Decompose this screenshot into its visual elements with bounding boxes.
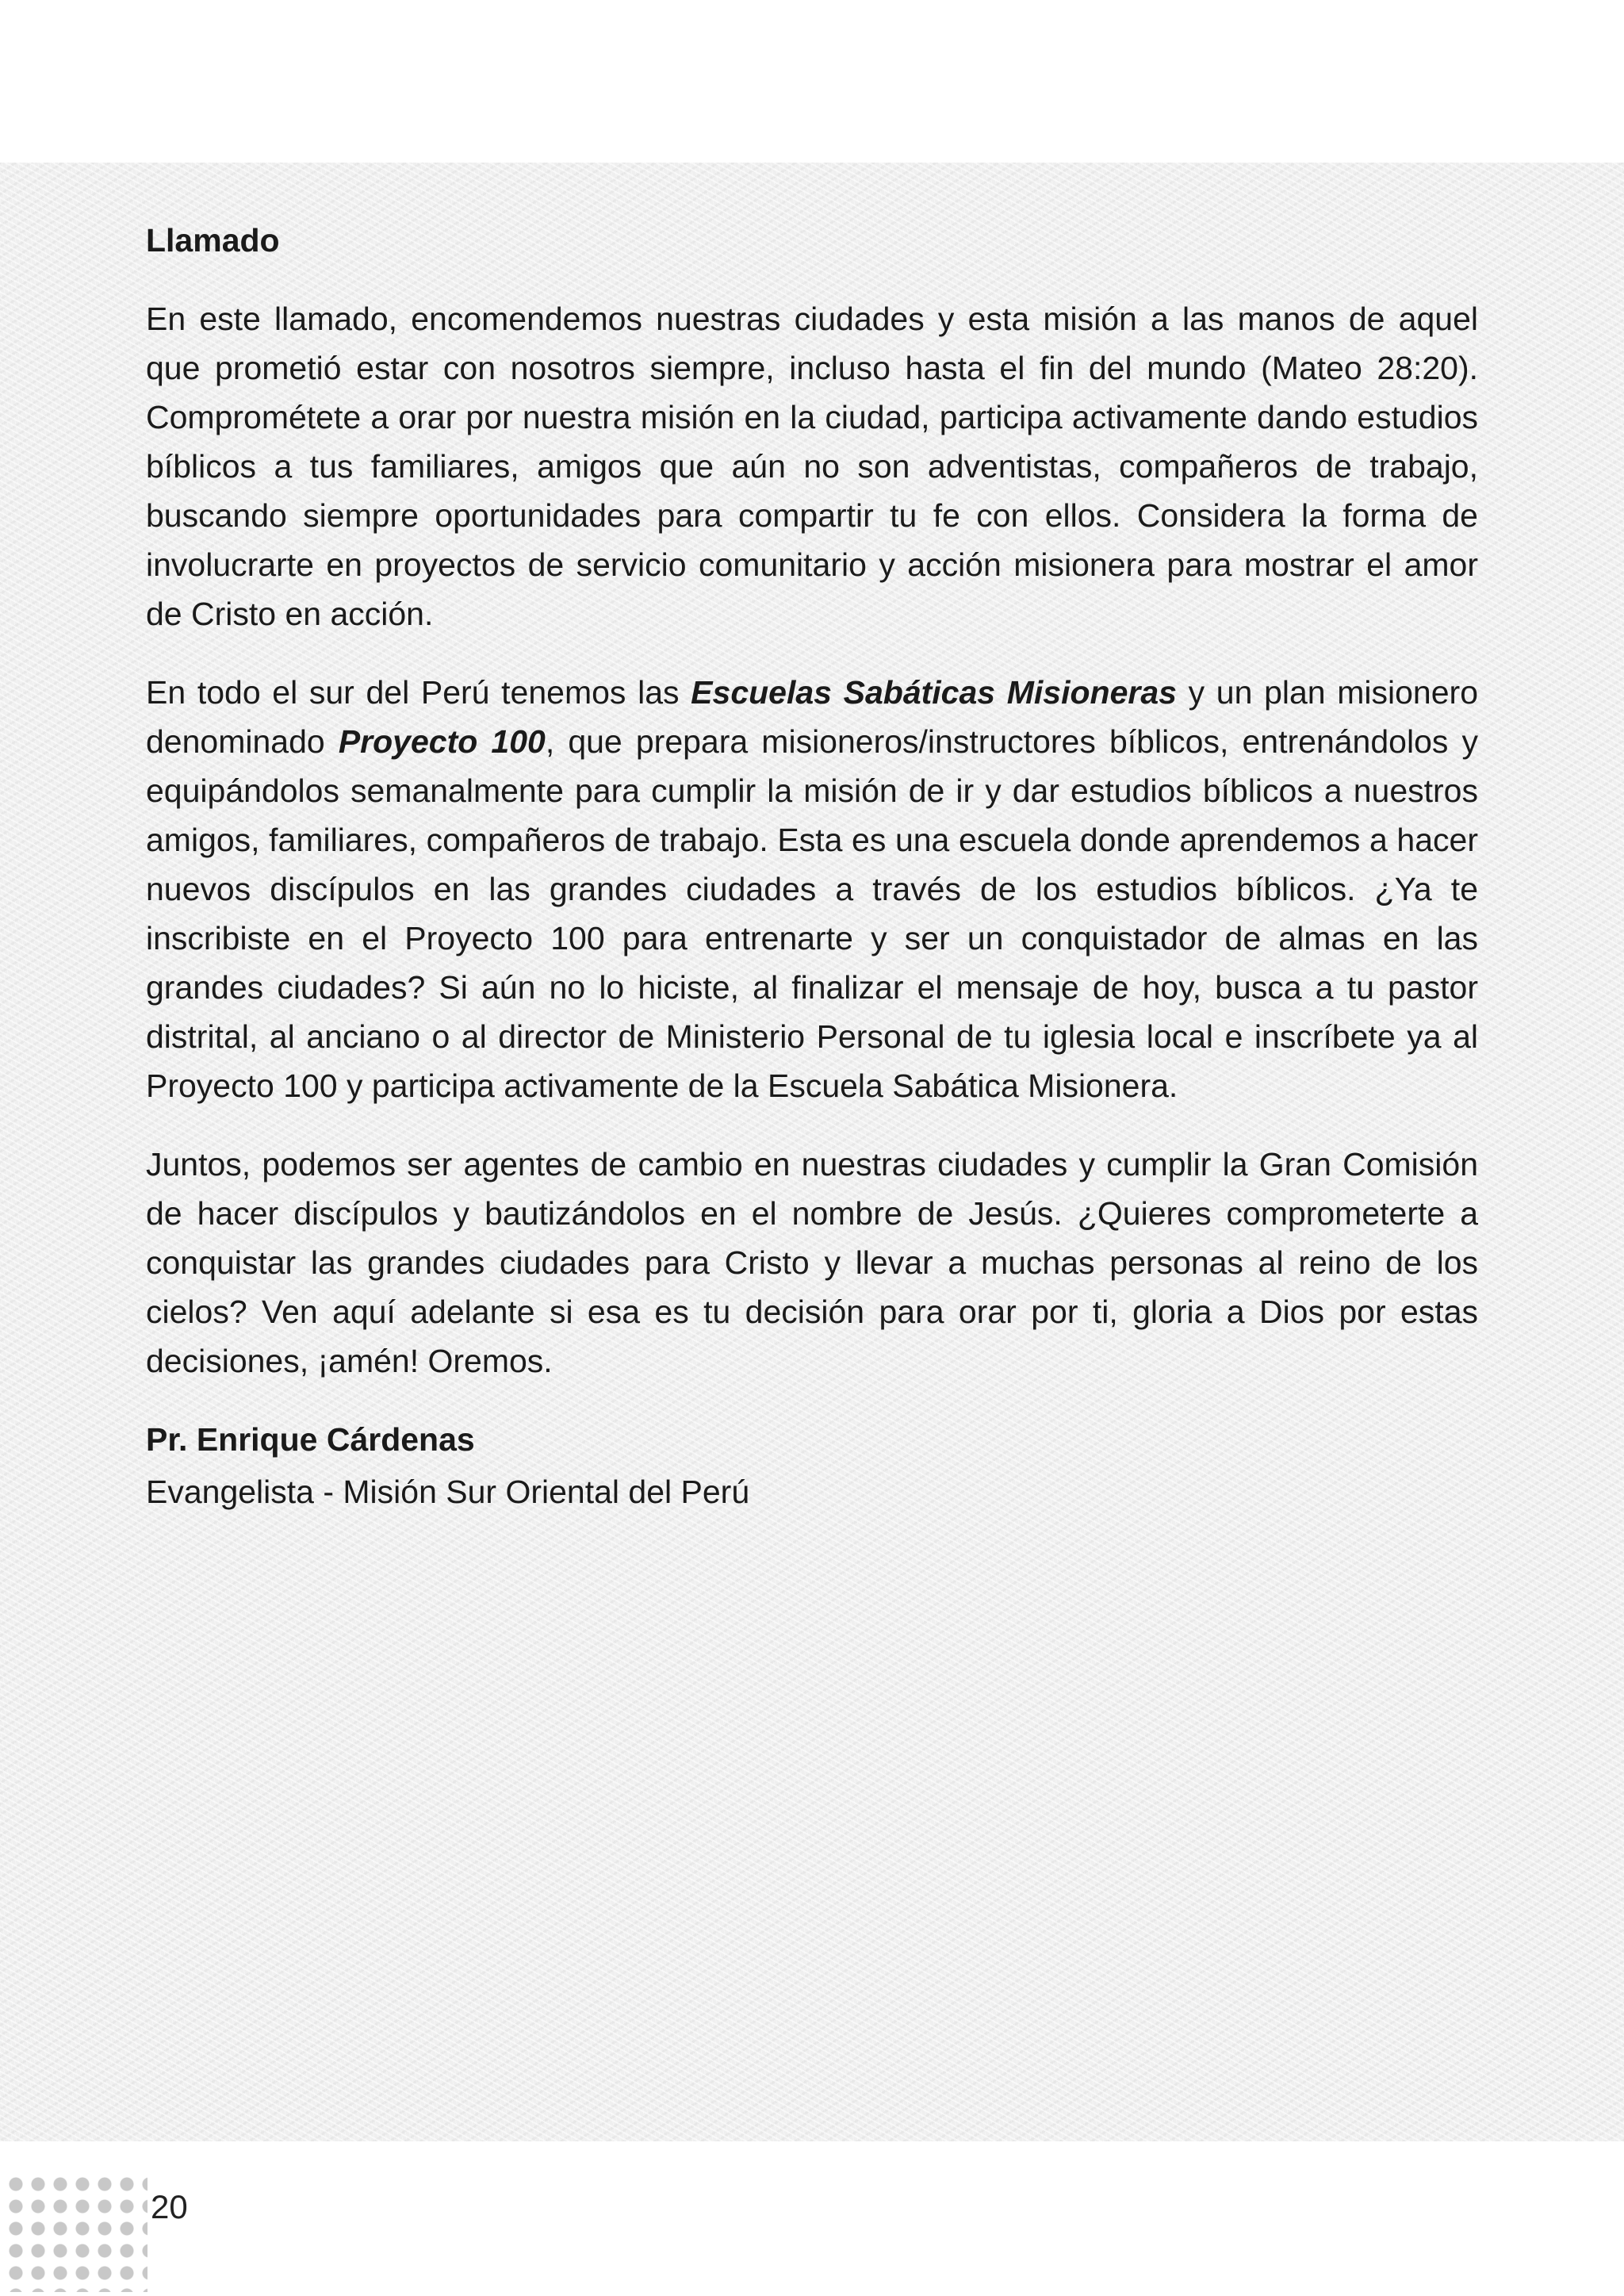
emphasis-proyecto-100: Proyecto 100: [338, 723, 546, 760]
paragraph-text: y un plan misionero denominado: [146, 674, 1478, 760]
emphasis-escuelas-sabaticas: Escuelas Sabáticas Misioneras: [691, 674, 1177, 711]
section-heading: Llamado: [146, 222, 280, 259]
page-number: 20: [151, 2188, 188, 2225]
paragraph-call: En este llamado, encomendemos nuestras ciudades y esta misión a las manos de aquel que prometió estar con nosotros siempre, incluso hasta el fin del mundo (Mateo 28:20). Comprométete a orar por nuestra misión en la ciudad, participa activamente dando estudios bíblicos a tus familiares, amigos que aún no son adventistas, compañeros de trabajo, buscando siempre oportunidades para compartir tu fe con ellos. Considera la forma de involucrarte en proyectos de servicio comunitario y acción misionera para mostrar el amor de Cristo en acción.: [146, 301, 1478, 632]
paragraph-text: En todo el sur del Perú tenemos las: [146, 674, 691, 711]
paragraph-text: , que prepara misioneros/instructores bíblicos, entrenándolos y equipándolos semanalmente para cumplir la misión de ir y dar estudios bíblicos a nuestros amigos, familiares, compañeros de trabajo. Esta es una escuela donde aprendemos a hacer nuevos discípulos en las grandes ciudades a través de los estudios bíblicos. ¿Ya te inscribiste en el Proyecto 100 para entrenarte y ser un conquistador de almas en las grandes ciudades? Si aún no lo hiciste, al finalizar el mensaje de hoy, busca a tu pastor distrital, al anciano o al director de Ministerio Personal de tu iglesia local e inscríbete ya al Proyecto 100 y participa activamente de la Escuela Sabática Misionera.: [146, 723, 1479, 1104]
author-role: Evangelista - Misión Sur Oriental del Perú: [146, 1474, 750, 1510]
dot-pattern-decoration: [5, 2173, 147, 2292]
page-content: [146, 216, 1478, 1516]
paragraph-together: Juntos, podemos ser agentes de cambio en nuestras ciudades y cumplir la Gran Comisión de hacer discípulos y bautizándolos en el nombre de Jesús. ¿Quieres comprometerte a conquistar las grandes ciudades para Cristo y llevar a muchas personas al reino de los cielos? Ven aquí adelante si esa es tu decisión para orar por ti, gloria a Dios por estas decisiones, ¡amén! Oremos.: [146, 1146, 1478, 1379]
paragraph-missionary-schools: [146, 668, 1478, 1110]
author-name: Pr. Enrique Cárdenas: [146, 1421, 475, 1458]
